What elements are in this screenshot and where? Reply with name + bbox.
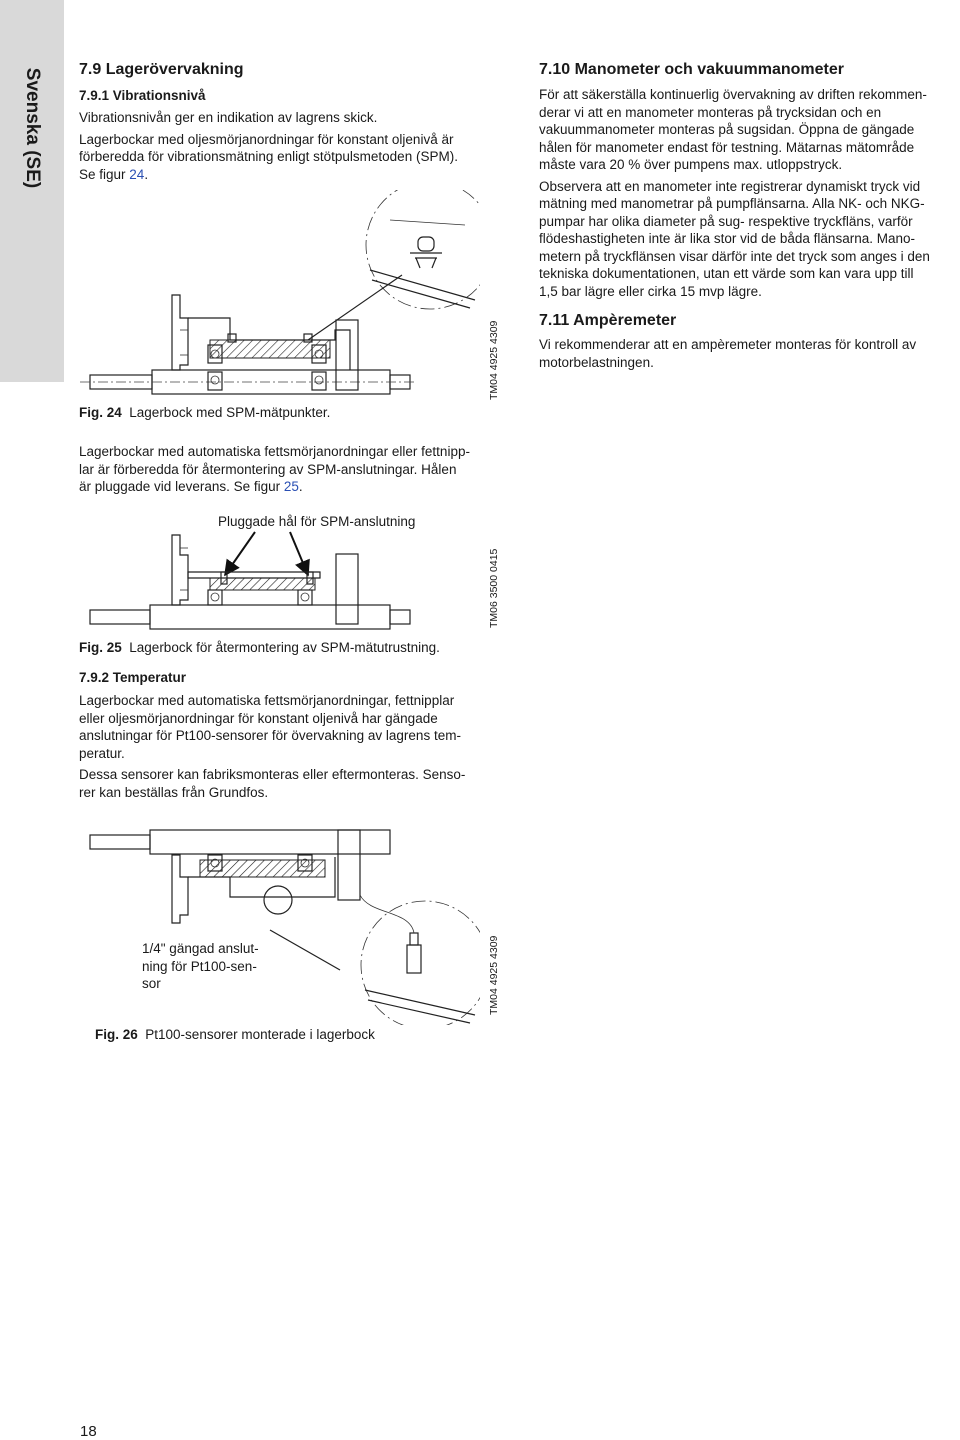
- see-figure-text: Se figur: [79, 166, 130, 182]
- figure-number: Fig. 24: [79, 405, 122, 420]
- figure-number: Fig. 25: [79, 640, 122, 655]
- text-line: tekniska dokumentationen, utan ett värde som kan vara upp till: [539, 266, 914, 281]
- text-line: vakuummanometer monteras på sugsidan. Öppna de gängade: [539, 122, 915, 137]
- heading-7-11: 7.11 Ampèremeter: [539, 312, 677, 329]
- figure-25-drawing: [80, 530, 490, 635]
- text-line: lar är förberedda för återmontering av SPM-anslutningar. Hålen: [79, 461, 457, 477]
- bearing-bracket: [90, 535, 410, 629]
- text-line: mätning med manometrar på pumpflänsarna. Alla NK- och NKG-: [539, 196, 925, 211]
- text-line: derar vi att en manometer monteras på trycksidan och en: [539, 104, 882, 120]
- figure-number: Fig. 26: [95, 1027, 138, 1042]
- heading-7-10: 7.10 Manometer och vakuummanometer: [539, 61, 844, 78]
- fig26-tm-code: TM04 4925 4309: [488, 935, 500, 1015]
- period: .: [298, 479, 303, 494]
- text-line: Observera att en manometer inte registrerar dynamiskt tryck vid: [539, 178, 921, 194]
- text-line: Vibrationsnivån ger en indikation av lagrens skick.: [79, 110, 378, 125]
- text-line: hålen för manometer endast för testning. Mätarnas mätområde: [539, 139, 915, 155]
- text-line: Lagerbockar med automatiska fettsmörjanordningar, fettnipplar: [79, 693, 455, 708]
- text-line: sor: [142, 976, 161, 991]
- text-line: pumpar har olika diameter på sug- respektive tryckfläns, varför: [539, 213, 913, 229]
- text-line: peratur.: [79, 745, 125, 761]
- fig24-tm-code: TM04 4925 4309: [488, 320, 500, 400]
- page-number: 18: [80, 1423, 97, 1440]
- text-line: För att säkerställa kontinuerlig övervakning av driften rekommen-: [539, 87, 927, 102]
- fig26-callout-label: [142, 940, 292, 993]
- figure-title: Lagerbock för återmontering av SPM-mätutrustning.: [129, 640, 440, 655]
- text-line: Lagerbockar med oljesmörjanordningar för konstant oljenivå är: [79, 131, 454, 147]
- text-line: Vi rekommenderar att en ampèremeter monteras för kontroll av: [539, 337, 917, 352]
- fig25-callout-label: Pluggade hål för SPM-anslutning: [218, 514, 416, 529]
- figure-24-caption: [79, 405, 330, 420]
- detail-circle: [360, 895, 480, 1025]
- text-line: [79, 166, 519, 184]
- detail-circle: [366, 190, 480, 309]
- text-fragment: är pluggade vid leverans. Se figur: [79, 479, 284, 494]
- heading-7-9: 7.9 Lagerövervakning: [79, 61, 244, 78]
- figure-24-drawing: [80, 190, 480, 405]
- text-line: 1,5 bar lägre eller cirka 15 mvp lägre.: [539, 283, 762, 299]
- text-line: [79, 478, 519, 496]
- figure-25-link[interactable]: 25: [283, 479, 299, 494]
- heading-7-9-1: 7.9.1 Vibrationsnivå: [79, 88, 206, 103]
- figure-26-caption: [95, 1027, 375, 1042]
- paragraph-temperature: [79, 692, 519, 801]
- text-line: måste vara 20 % över pumpens max. utloppstryck.: [539, 157, 843, 172]
- text-line: rer kan beställas från Grundfos.: [79, 784, 269, 800]
- text-line: Lagerbockar med automatiska fettsmörjanordningar eller fettnipp-: [79, 444, 470, 459]
- text-line: metern på tryckflänsen visar därför inte det tryck som anges i den: [539, 248, 930, 264]
- figure-24-link[interactable]: 24: [129, 166, 145, 182]
- figure-26-drawing: [80, 815, 480, 1025]
- period: .: [144, 166, 149, 182]
- text-line: ning för Pt100-sen-: [142, 958, 257, 974]
- text-line: anslutningar för Pt100-sensorer för övervakning av lagrens tem-: [79, 728, 461, 743]
- paragraph-grease: [79, 443, 519, 496]
- figure-title: Pt100-sensorer monterade i lagerbock: [145, 1027, 375, 1042]
- text-line: förberedda för vibrationsmätning enligt stötpulsmetoden (SPM).: [79, 149, 458, 164]
- text-line: Dessa sensorer kan fabriksmonteras eller eftermonteras. Senso-: [79, 767, 466, 782]
- paragraph-vibration: [79, 109, 519, 183]
- language-tab: [0, 0, 64, 382]
- language-tab-label: Svenska (SE): [22, 67, 43, 189]
- bearing-bracket: [80, 295, 415, 394]
- leader-line: [308, 275, 402, 340]
- figure-title: Lagerbock med SPM-mätpunkter.: [129, 405, 331, 420]
- heading-7-9-2: 7.9.2 Temperatur: [79, 670, 187, 685]
- text-line: 1/4" gängad anslut-: [142, 941, 259, 956]
- text-line: flödeshastigheten inte är lika stor vid de båda flänsarna. Mano-: [539, 231, 915, 246]
- bearing-bracket: [90, 830, 390, 923]
- fig25-tm-code: TM06 3500 0415: [488, 548, 500, 628]
- paragraph-manometer: [539, 86, 954, 300]
- text-line: eller oljesmörjanordningar för konstant oljenivå har gängade: [79, 710, 438, 726]
- paragraph-ammeter: [539, 336, 954, 371]
- text-line: motorbelastningen.: [539, 354, 654, 370]
- figure-25-caption: [79, 640, 440, 655]
